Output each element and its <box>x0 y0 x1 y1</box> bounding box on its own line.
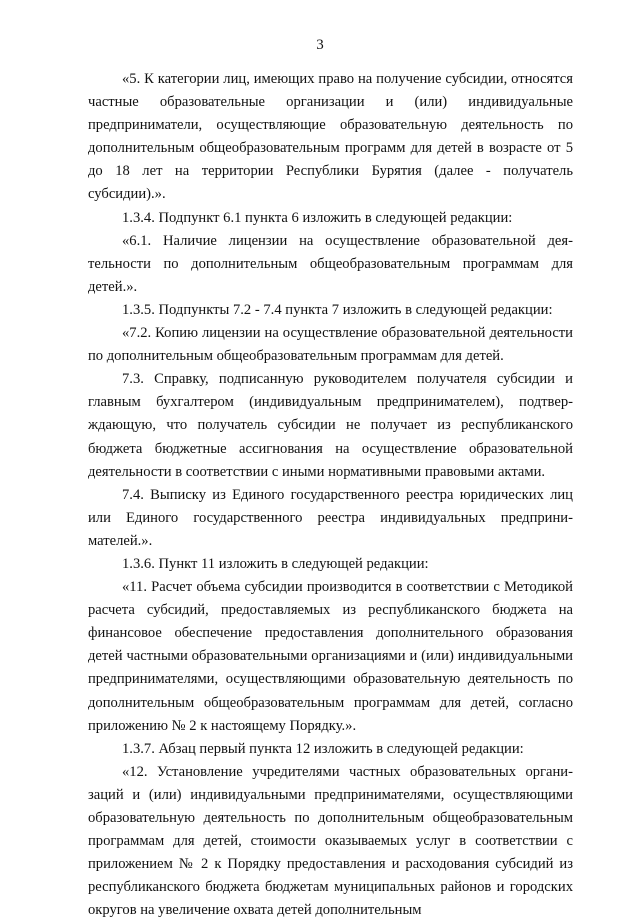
paragraph-subpoint-1-3-5: 1.3.5. Подпункты 7.2 - 7.4 пункта 7 изложить в следующей редакции: <box>122 301 553 318</box>
paragraph-subpoint-1-3-7: 1.3.7. Абзац первый пункта 12 изложить в следующей редакции: <box>122 740 524 757</box>
paragraph-subpoint-1-3-6: 1.3.6. Пункт 11 изложить в следующей редакции: <box>122 555 429 572</box>
paragraph-item-6-1: «6.1. Наличие лицензии на осуществление образовательной деятельности по дополнительным общеобразовательным программам для детей.». <box>88 232 573 295</box>
paragraph-subpoint-1-3-4: 1.3.4. Подпункт 6.1 пункта 6 изложить в следующей редакции: <box>122 209 513 226</box>
paragraph-item-11: «11. Расчет объема субсидии производится в соответствии с Методикой расчета субсидий, предоставляемых из республиканского бюджета на финансовое обеспечение предоставления дополнительного образования детей частными образовательными организациями и (или) индивидуальными предпринимателями, осуществляющими образовательную деятельность по дополнительным общеобразовательным программам для детей, согласно приложению № 2 к настоящему Порядку.». <box>88 579 573 734</box>
page-number: 3 <box>316 37 324 53</box>
paragraph-item-12: «12. Установление учредителями частных образовательных организаций и (или) индивидуальными предпринимателями, осуществляющими образовательную деятельность по дополнительным общеобразовательным программам для детей, стоимости оказываемых услуг в соответствии с приложением № 2 к Порядку предоставления и расходования субсидий из республиканского бюджета бюджетам муниципальных районов и городских округов на увеличение охвата детей дополнительным <box>88 763 573 919</box>
paragraph-item-7-4: 7.4. Выписку из Единого государственного реестра юридических лиц или Единого государственного реестра индивидуальных предпринимателей.». <box>88 486 573 549</box>
paragraph-item-5: «5. К категории лиц, имеющих право на получение субсидии, относятся частные образовательные организации и (или) индивидуальные предприниматели, осуществляющие образовательную деятельность по дополнительным общеобразовательным программ для детей в возрасте от 5 до 18 лет на территории Республики Бурятия (далее - получатель субсидии).». <box>88 71 573 203</box>
paragraph-item-7-3: 7.3. Справку, подписанную руководителем получателя субсидии и главным бухгалтером (индивидуальным предпринимателем), подтверждающую, что получатель субсидии не получает из республиканского бюджета бюджетные ассигнования на осуществление образовательной деятельности в соответствии с иными нормативными правовыми актами. <box>88 371 573 480</box>
document-body <box>88 68 573 922</box>
paragraph-item-7-2: «7.2. Копию лицензии на осуществление образовательной деятельности по дополнительным общеобразовательным программам для детей. <box>88 325 573 365</box>
